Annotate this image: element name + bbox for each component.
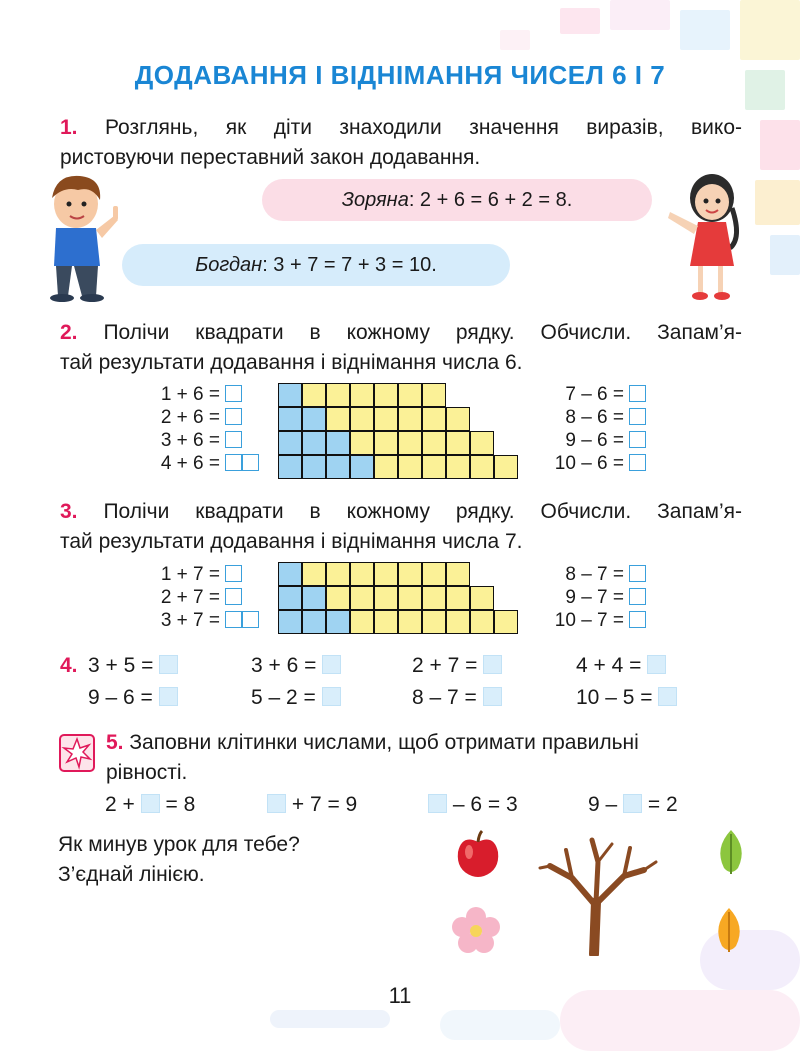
task1-number: 1.	[60, 116, 78, 139]
answer-box[interactable]	[658, 687, 677, 706]
yellow-square	[398, 407, 422, 431]
yellow-square	[398, 562, 422, 586]
blue-square	[302, 431, 326, 455]
yellow-square	[446, 455, 470, 479]
blue-square	[350, 455, 374, 479]
yellow-square	[302, 562, 326, 586]
task2-right-eq: 9 – 6 =	[528, 429, 658, 452]
yellow-square	[398, 455, 422, 479]
answer-box[interactable]	[225, 454, 242, 471]
task3-right-equations	[528, 563, 658, 632]
yellow-square	[302, 383, 326, 407]
yellow-square	[494, 610, 518, 634]
answer-box[interactable]	[629, 454, 646, 471]
page-title: ДОДАВАННЯ І ВІДНІМАННЯ ЧИСЕЛ 6 І 7	[134, 60, 666, 90]
yellow-square	[326, 562, 350, 586]
yellow-square	[422, 431, 446, 455]
task3-right-eq: 8 – 7 =	[528, 563, 658, 586]
task4-expression: 8 – 7 =	[412, 683, 502, 713]
yellow-square	[350, 431, 374, 455]
task2-line2: тай результати додавання і віднімання числа 6.	[60, 351, 523, 374]
yellow-square	[374, 407, 398, 431]
green-leaf-icon[interactable]	[714, 828, 748, 876]
answer-box[interactable]	[322, 655, 341, 674]
reflection-text	[58, 830, 418, 890]
yellow-square	[398, 431, 422, 455]
task2-left-eq: 2 + 6 =	[130, 406, 270, 429]
yellow-square	[446, 562, 470, 586]
yellow-square	[350, 383, 374, 407]
yellow-square	[398, 383, 422, 407]
answer-box[interactable]	[159, 655, 178, 674]
answer-box[interactable]	[623, 794, 642, 813]
yellow-square	[350, 610, 374, 634]
task3-line2: тай результати додавання і віднімання числа 7.	[60, 530, 523, 553]
zoryana-expression: : 2 + 6 = 6 + 2 = 8.	[408, 189, 573, 211]
answer-box[interactable]	[629, 408, 646, 425]
yellow-square	[446, 431, 470, 455]
blue-square	[302, 455, 326, 479]
task5-equation-3: – 6 = 3	[428, 790, 518, 820]
yellow-square	[470, 586, 494, 610]
task3-right-eq: 10 – 7 =	[528, 609, 658, 632]
yellow-square	[350, 407, 374, 431]
blue-square	[278, 407, 302, 431]
yellow-square	[374, 586, 398, 610]
apple-icon[interactable]	[452, 828, 504, 880]
zoryana-name: Зоряна	[341, 189, 409, 211]
task1-text	[60, 113, 742, 173]
task3-text	[60, 497, 742, 557]
answer-box[interactable]	[483, 687, 502, 706]
flower-icon[interactable]	[450, 905, 502, 953]
yellow-square	[374, 383, 398, 407]
boy-illustration	[38, 168, 133, 303]
yellow-square	[374, 610, 398, 634]
answer-box[interactable]	[225, 431, 242, 448]
answer-box[interactable]	[225, 408, 242, 425]
task4-expression: 2 + 7 =	[412, 651, 502, 681]
blue-square	[278, 455, 302, 479]
girl-illustration	[660, 168, 750, 303]
answer-box[interactable]	[225, 588, 242, 605]
task2-right-eq: 7 – 6 =	[528, 383, 658, 406]
task3-number: 3.	[60, 500, 78, 523]
task2-left-eq: 3 + 6 =	[130, 429, 270, 452]
task4-number: 4.	[60, 654, 78, 677]
answer-box[interactable]	[629, 385, 646, 402]
task5-number: 5.	[106, 731, 124, 754]
task5-line2: рівності.	[106, 761, 188, 784]
task1-line2: ристовуючи переставний закон додавання.	[60, 146, 481, 169]
task2-right-eq: 10 – 6 =	[528, 452, 658, 475]
bare-tree-icon[interactable]	[532, 832, 662, 956]
answer-box[interactable]	[483, 655, 502, 674]
reflection-instruction: З’єднай лінією.	[58, 863, 205, 886]
page-number: 11	[388, 983, 412, 1008]
answer-box[interactable]	[225, 385, 242, 402]
answer-box[interactable]	[428, 794, 447, 813]
task3-line1: Полічи квадрати в кожному рядку. Обчисли. Запам’я-	[103, 500, 742, 523]
yellow-square	[350, 562, 374, 586]
yellow-square	[470, 431, 494, 455]
answer-box[interactable]	[242, 454, 259, 471]
yellow-square	[422, 455, 446, 479]
blue-square	[278, 383, 302, 407]
blue-square	[326, 610, 350, 634]
task2-left-eq: 1 + 6 =	[130, 383, 270, 406]
answer-box[interactable]	[225, 611, 242, 628]
task2-number: 2.	[60, 321, 78, 344]
task5-equation-4: 9 – = 2	[588, 793, 678, 816]
bogdan-speech-bubble	[122, 244, 510, 286]
yellow-square	[350, 586, 374, 610]
yellow-square	[326, 407, 350, 431]
yellow-square	[326, 383, 350, 407]
task4-expression: 9 – 6 =	[88, 683, 178, 713]
yellow-square	[422, 586, 446, 610]
task2-line1: Полічи квадрати в кожному рядку. Обчисли. Запам’я-	[103, 321, 742, 344]
bogdan-name: Богдан	[195, 254, 263, 276]
answer-box[interactable]	[629, 565, 646, 582]
task3-right-eq: 9 – 7 =	[528, 586, 658, 609]
answer-box[interactable]	[629, 431, 646, 448]
reflection-question: Як минув урок для тебе?	[58, 833, 300, 856]
task5-equation-1: 2 + = 8	[105, 793, 196, 816]
answer-box[interactable]	[267, 794, 286, 813]
blue-square	[278, 610, 302, 634]
task4-expression: 4 + 4 =	[576, 651, 666, 681]
yellow-square	[422, 407, 446, 431]
task2-right-equations	[528, 383, 658, 475]
task4-expression: 3 + 5 =	[88, 651, 178, 681]
task4-expression: 5 – 2 =	[251, 683, 341, 713]
blue-square	[302, 586, 326, 610]
answer-box[interactable]	[629, 588, 646, 605]
zoryana-speech-bubble	[262, 179, 652, 221]
bogdan-expression: : 3 + 7 = 7 + 3 = 10.	[262, 254, 437, 276]
task5-line1: Заповни клітинки числами, щоб отримати правильні	[129, 731, 639, 754]
blue-square	[326, 455, 350, 479]
task4-expression: 10 – 5 =	[576, 683, 677, 713]
blue-square	[278, 562, 302, 586]
yellow-square	[446, 407, 470, 431]
task3-left-eq: 3 + 7 =	[130, 609, 270, 632]
yellow-square	[422, 562, 446, 586]
task4-expression: 3 + 6 =	[251, 651, 341, 681]
task2-text	[60, 318, 742, 378]
yellow-square	[422, 610, 446, 634]
yellow-square	[470, 455, 494, 479]
task2-left-eq: 4 + 6 =	[130, 452, 270, 475]
yellow-square	[446, 610, 470, 634]
task2-right-eq: 8 – 6 =	[528, 406, 658, 429]
answer-box[interactable]	[322, 687, 341, 706]
task3-left-eq: 2 + 7 =	[130, 586, 270, 609]
answer-box[interactable]	[141, 794, 160, 813]
answer-box[interactable]	[647, 655, 666, 674]
answer-box[interactable]	[629, 611, 646, 628]
task2-left-equations	[130, 383, 270, 475]
blue-square	[278, 431, 302, 455]
blue-square	[278, 586, 302, 610]
task1-line1: Розглянь, як діти знаходили значення виразів, вико-	[104, 116, 742, 139]
task3-left-equations	[130, 563, 270, 632]
star-difficulty-icon	[59, 734, 95, 772]
yellow-square	[494, 455, 518, 479]
answer-box[interactable]	[159, 687, 178, 706]
yellow-leaf-icon[interactable]	[712, 906, 746, 954]
answer-box[interactable]	[225, 565, 242, 582]
yellow-square	[398, 586, 422, 610]
task3-left-eq: 1 + 7 =	[130, 563, 270, 586]
yellow-square	[374, 562, 398, 586]
blue-square	[302, 407, 326, 431]
yellow-square	[446, 586, 470, 610]
yellow-square	[374, 455, 398, 479]
answer-box[interactable]	[242, 611, 259, 628]
yellow-square	[470, 610, 494, 634]
yellow-square	[422, 383, 446, 407]
yellow-square	[374, 431, 398, 455]
task5-equation-2: + 7 = 9	[267, 790, 357, 820]
task5-text	[106, 728, 742, 788]
yellow-square	[398, 610, 422, 634]
blue-square	[302, 610, 326, 634]
yellow-square	[326, 586, 350, 610]
blue-square	[326, 431, 350, 455]
